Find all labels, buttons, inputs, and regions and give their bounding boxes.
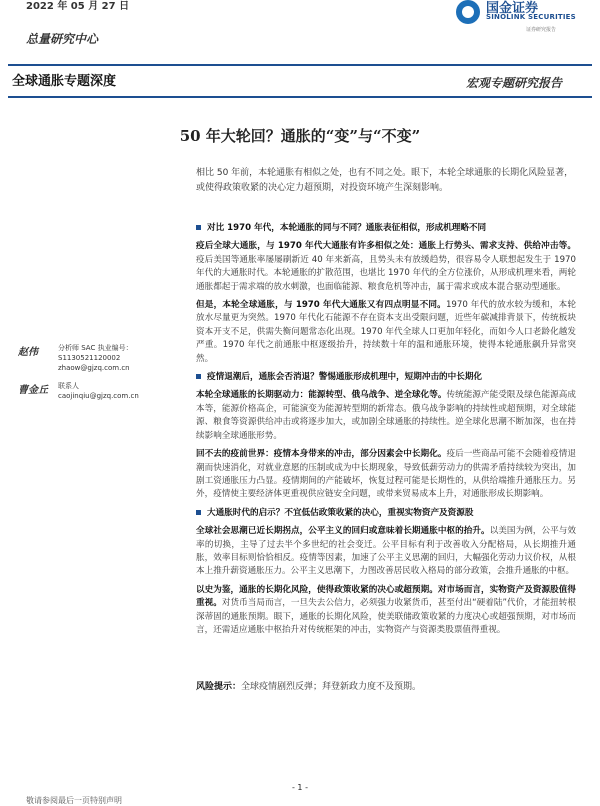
- author-email[interactable]: caojinqiu@gjzq.com.cn: [58, 392, 139, 400]
- report-series: 全球通胀专题深度: [12, 74, 117, 89]
- bullet-square-icon: [196, 374, 201, 379]
- main-content: [196, 218, 576, 642]
- paragraph: 以史为鉴，通胀的长期化风险，使得政策收紧的决心或超预期。对市场而言，实物资产及资源股值得重视。对货币当局而言，一旦失去公信力，必须强力收紧货币，甚至付出“硬着陆”代价，才能扭转根深蒂固的通胀预期。眼下，通胀的长期化风险，使美联储政策收紧的力度决心或超强预期，对市场而言，还需适应通胀中枢抬升对传统框架的冲击，实物资产与资源类股票值得重视。: [196, 584, 576, 635]
- author-block: [18, 343, 188, 409]
- page-title: 50 年大轮回？通胀的“变”与“不变”: [179, 127, 421, 145]
- section-1: [196, 222, 576, 366]
- paragraph: 回不去的疫前世界：疫情本身带来的冲击，部分因素会中长期化。疫后一些商品可能不会随着疫情退潮而快速消化，对就业意愿的压制或成为中长期现象，导致低薪劳动力的供需矛盾持续较为突出，加剧工资通胀压力凸显。疫情期间的产能破坏，恢复过程可能是长期性的，从供给端推升通胀压力。另外，疫情使主要经济体更重视供应链安全问题，或带来贸易成本上升，对通胀形成长期影响。: [196, 449, 576, 500]
- logo-icon: [456, 0, 480, 24]
- bullet-square-icon: [196, 510, 201, 515]
- paragraph: 全球社会思潮已近长期拐点，公平主义的回归或意味着长期通胀中枢的抬升。以美国为例，公平与效率的切换，主导了过去半个多世纪的社会变迁。公平目标有利于改善收入分配格局，从长期推升通胀，效率目标则恰恰相反。疫情等因素，加速了公平主义思潮的回归，大幅强化劳动力议价权，从根本上推升薪资通胀压力。公平主义思潮下，力图改善居民收入格局的部分政策，会推升通胀的中枢。: [196, 526, 576, 577]
- bullet-square-icon: [196, 225, 201, 230]
- section-heading: 对比 1970 年代，本轮通胀的同与不同？通胀表征相似，形成机理略不同: [196, 222, 576, 235]
- author-role: 联系人: [58, 382, 79, 390]
- risk-warning: 风险提示：全球疫情剧烈反弹；拜登新政力度不及预期。: [196, 682, 422, 692]
- report-date: 2022 年 05 月 27 日: [26, 1, 130, 12]
- author-name: 曹金丘: [18, 385, 48, 396]
- footer-disclaimer[interactable]: 敬请参阅最后一页特别声明: [26, 796, 122, 805]
- author-role: 分析师 SAC 执业编号：S1130521120002: [58, 344, 133, 362]
- section-heading: 大通胀时代的启示？不宜低估政策收紧的决心，重视实物资产及资源股: [196, 507, 576, 520]
- research-center: 总量研究中心: [26, 32, 99, 46]
- intro-paragraph: 相比 50 年前，本轮通胀有相似之处，也有不同之处。眼下，本轮全球通胀的长期化风险显著，或使得政策收紧的决心定力超预期，对投资环境产生深刻影响。: [196, 168, 574, 193]
- paragraph: 但是，本轮全球通胀，与 1970 年代大通胀又有四点明显不同。1970 年代的放水较为缓和，本轮放水尽量更为突然。1970 年代化石能源不存在资本支出受限问题，近些年碳减排背景下，传统板块资本开支不足，供需失衡问题常态化出现。1970 年代全球人口更加年轻化，而如今人口老龄化越发严重。1970 年代之前通胀中枢逐级抬升，持续数十年的温和通胀环境，使得本轮通胀飙升异常突然。: [196, 300, 576, 364]
- page-number: - 1 -: [292, 783, 308, 792]
- logo-en: SINOLINK SECURITIES: [486, 13, 576, 21]
- section-3: [196, 507, 576, 638]
- paragraph: 本轮全球通胀的长期驱动力：能源转型、俄乌战争、逆全球化等。传统能源产能受限及绿色能源高成本等，能源价格高企，可能演变为能源转型期的新常态。俄乌战争影响的持续性或超预期，对全球能源、粮食等资源供给冲击或将逐步加大，或加剧全球通胀的持续性。逆全球化思潮不断加深，也在持续影响全球通胀形势。: [196, 390, 576, 441]
- report-banner: [8, 64, 592, 98]
- author-name: 赵伟: [18, 347, 38, 358]
- logo-cn: 国金证券: [486, 1, 539, 16]
- company-logo: [456, 0, 586, 32]
- section-2: [196, 371, 576, 502]
- section-heading: 疫情退潮后，通胀会否消退？警惕通胀形成机理中，短期冲击的中长期化: [196, 371, 576, 384]
- paragraph: 疫后全球大通胀，与 1970 年代大通胀有许多相似之处：通胀上行势头、需求支持、供给冲击等。疫后美国等通胀率屡屡刷新近 40 年来新高，且势头未有放缓趋势，很容易令人联想起发生于 1970 年代的大通胀时代。本轮通胀的扩散范围，也堪比 1970 年代的全方位涨价，从形成机理来看，两轮通胀都起于需求端的放水刺激，也面临能源、粮食危机等冲击，属于需求或成本混合驱动型通胀。: [196, 241, 576, 292]
- author-1: [18, 343, 188, 373]
- author-email[interactable]: zhaow@gjzq.com.cn: [58, 364, 130, 372]
- author-2: [18, 381, 188, 401]
- report-type: 宏观专题研究报告: [465, 76, 562, 90]
- logo-sub: 证券研究报告: [526, 27, 557, 33]
